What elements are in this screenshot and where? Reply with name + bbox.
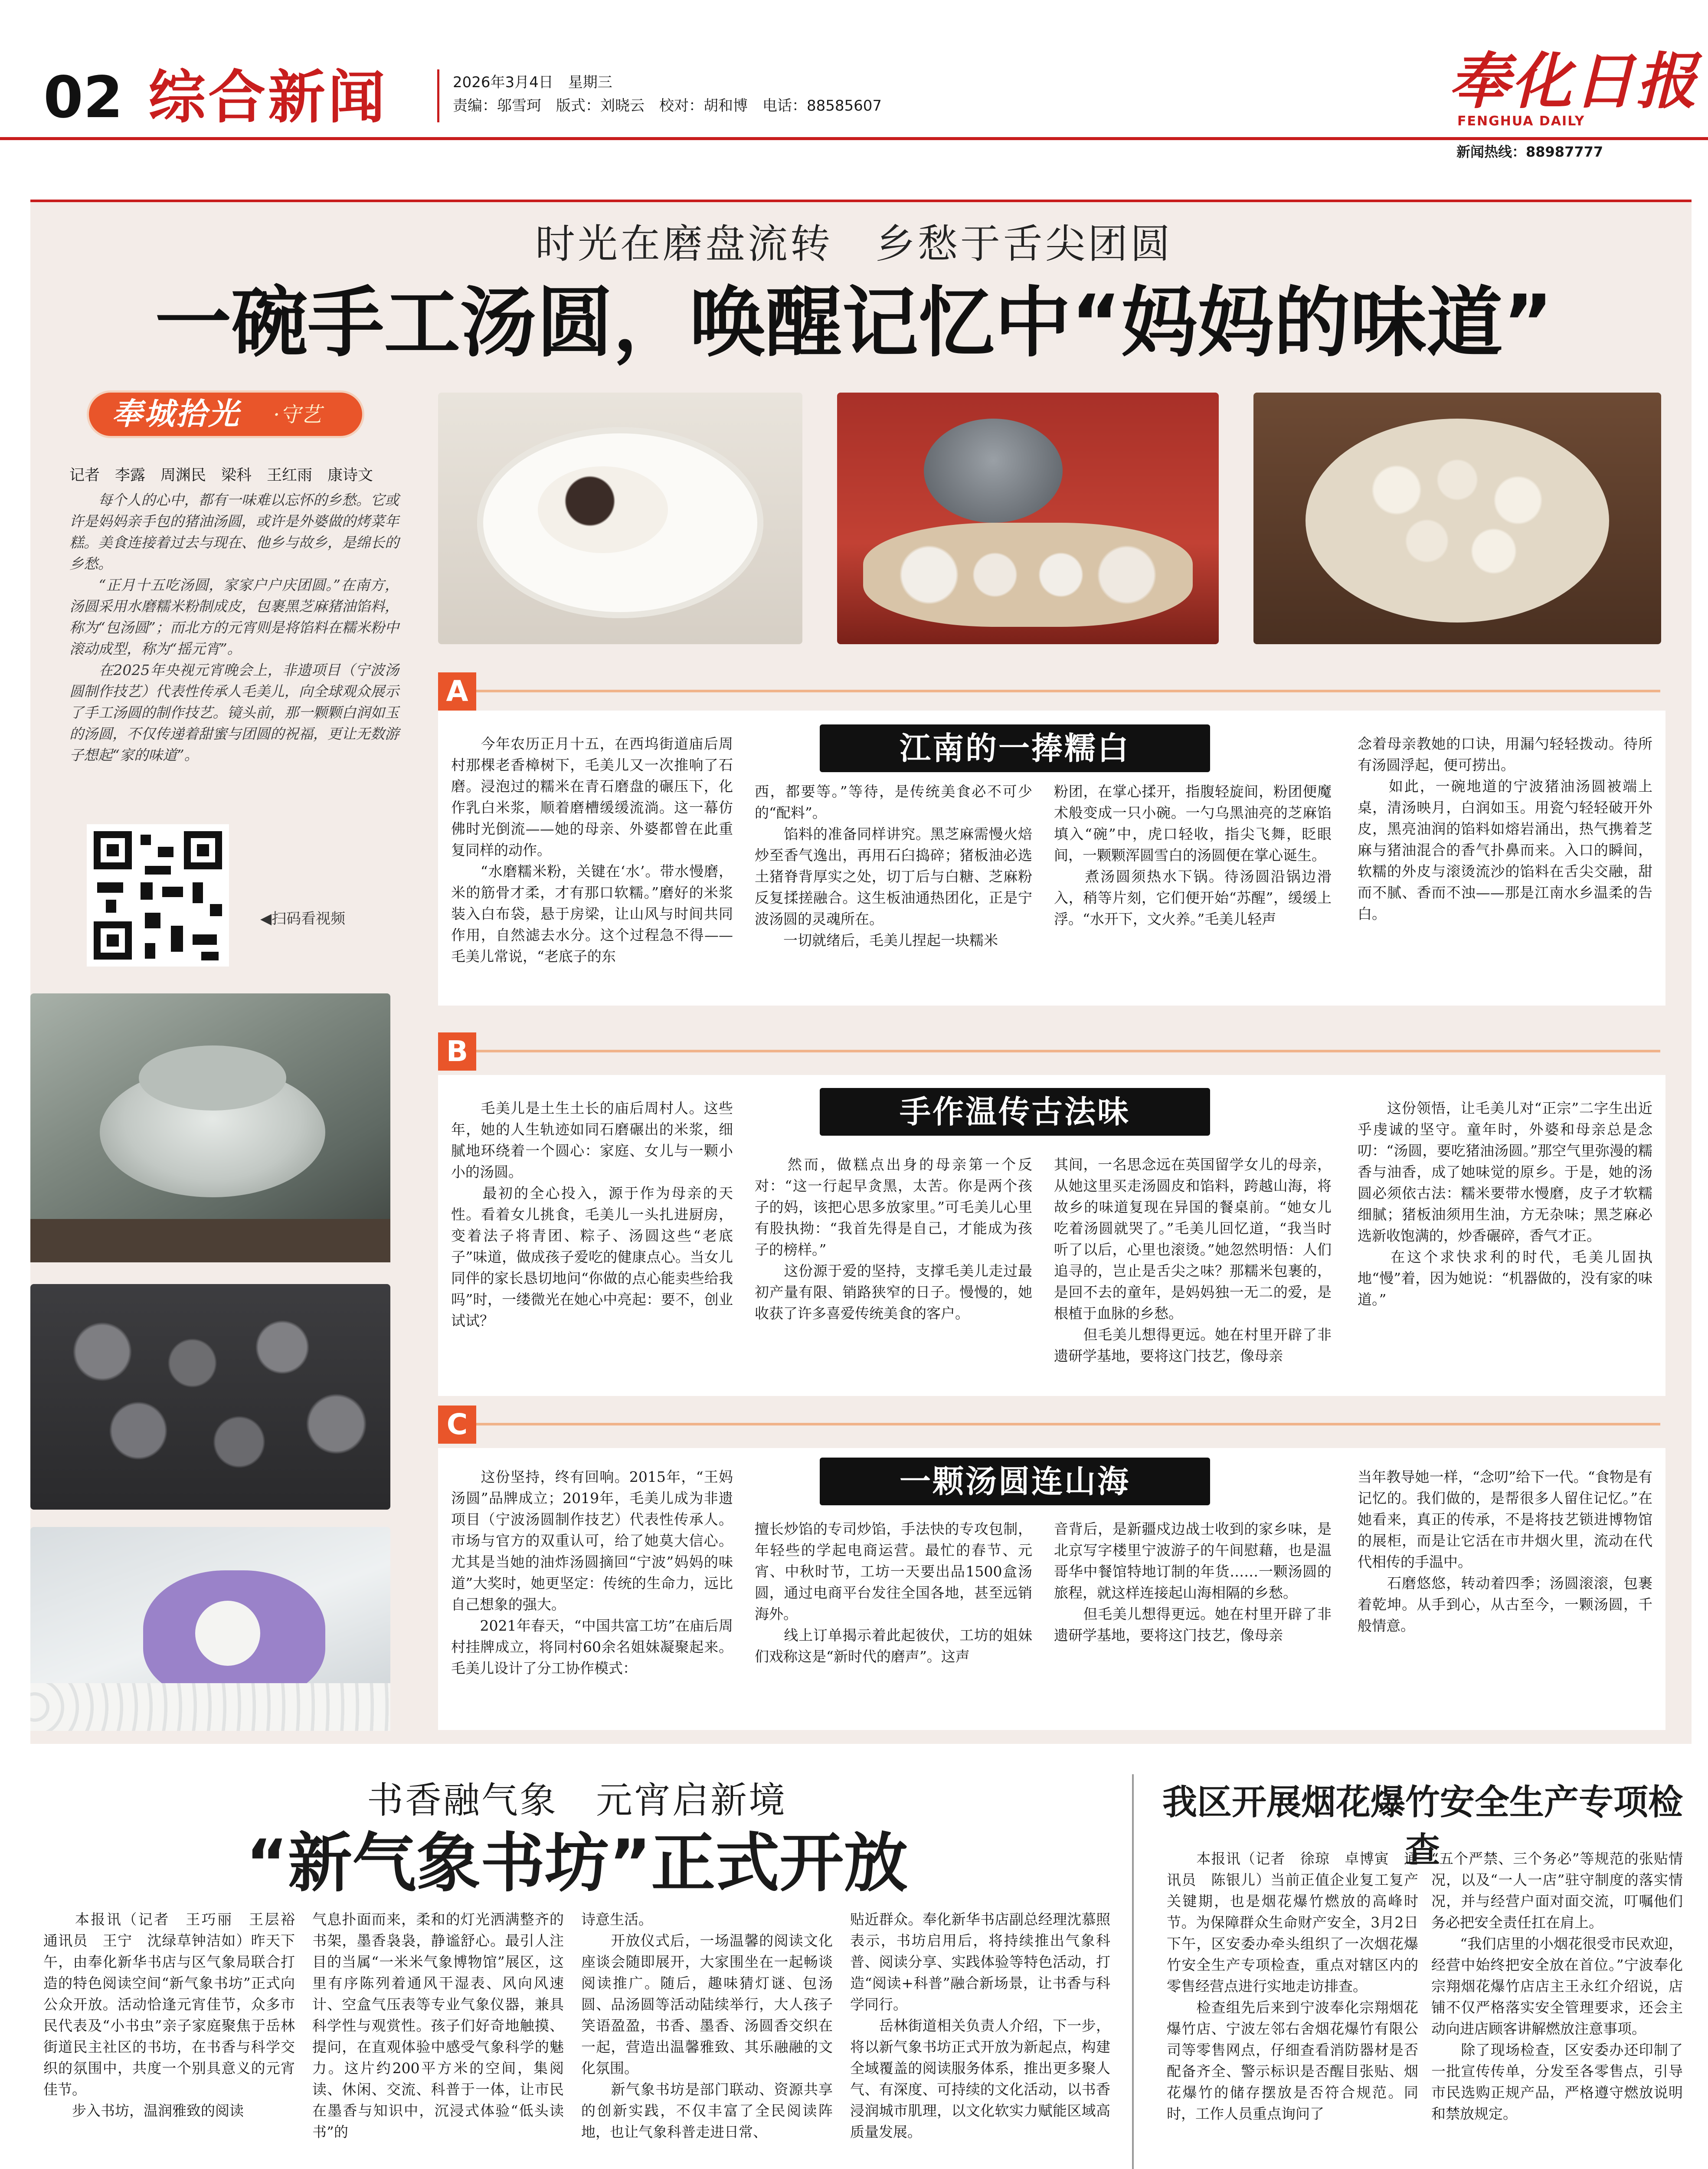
bookshop-col-4: 贴近群众。奉化新华书店副总经理沈慕照表示，书坊启用后，将持续推出气象科普、阅读分享、实践体验等特色活动，打造“阅读+科普”融合新场景，让书香与科学同行。 岳林街道相关负责人介绍，下一步，将以新气象书坊正式开放为新起点，构建全域覆盖的阅读服务体系，推出更多聚人气、有深度、可持续的文化活动，以书香浸润城市肌理，以文化软实力赋能区域高质量发展。 xyxy=(850,1911,1110,2140)
page-number: 02 xyxy=(43,64,123,131)
masthead-divider xyxy=(437,69,439,122)
section-b-col-4: 这份领悟，让毛美儿对“正宗”二字生出近乎虔诚的坚守。童年时，外婆和母亲总是念叨：“汤圆，要吃猪油汤圆。”那空气里弥漫的糯香与油香，成了她味觉的原乡。于是，她的汤圆必须依古法：糯米要带水慢磨，皮子才软糯细腻；猪板油须用生油，方无杂味；黑芝麻必选新收饱满的，炒香碾碎，香气才正。 在这个求快求利的时代，毛美儿固执地“慢”着，因为她说：“机器做的，没有家的味道。” xyxy=(1358,1100,1652,1308)
section-c-rule xyxy=(476,1423,1660,1425)
fireworks-col-1: 本报讯（记者 徐琼 卓博寅 通讯员 陈银儿）当前正值企业复工复产关键期，也是烟花爆竹燃放的高峰时节。为保障群众生命财产安全，3月2日下午，区安委办牵头组织了一次烟花爆竹安全生产专项检查，重点对辖区内的零售经营点进行实地走访排查。 检查组先后来到宁波奉化宗翔烟花爆竹店、宁波左邻右舍烟花爆竹有限公司等零售网点，仔细查看消防器材是否配备齐全、警示标识是否醒目张贴、烟花爆竹的储存摆放是否符合规范。同时，工作人员重点询问了 xyxy=(1167,1850,1418,2122)
video-qr-code[interactable] xyxy=(87,824,229,967)
column-tag-label: 奉城拾光 xyxy=(112,396,240,432)
stone-mill-and-tangyuan-photo xyxy=(837,393,1219,644)
section-a-col-4: 念着母亲教她的口诀，用漏勺轻轻拨动。待所有汤圆浮起，便可捞出。 如此，一碗地道的宁波猪油汤圆被端上桌，清汤映月，白润如玉。用瓷勺轻轻破开外皮，黑亮油润的馅料如熔岩涌出，热气携着芝麻与猪油混合的香气扑鼻而来。入口的瞬间，软糯的外皮与滚烫流沙的馅料在舌尖交融，甜而不腻、香而不浊——那是江南水乡温柔的告白。 xyxy=(1358,735,1652,922)
section-a-col-3: 粉团，在掌心揉开，指腹轻旋间，粉团便魔术般变成一只小碗。一勺乌黑油亮的芝麻馅填入“碗”中，虎口轻收，指尖飞舞，眨眼间，一颗颗浑圆雪白的汤圆便在掌心诞生。 煮汤圆须热水下锅。待汤圆沿锅边滑入，稍等片刻，它们便开始“苏醒”，缓缓上浮。“水开下，文火养。”毛美儿轻声 xyxy=(1054,783,1332,927)
stone-mill-photo xyxy=(30,993,390,1262)
section-b-marker: B xyxy=(438,1032,476,1071)
bookshop-kicker: 书香融气象 元宵启新境 xyxy=(366,1779,787,1822)
making-tangyuan-hands-photo xyxy=(30,1527,390,1731)
section-c-col-1: 这份坚持，终有回响。2015年，“王妈汤圆”品牌成立；2019年，毛美儿成为非遗项目（宁波汤圆制作技艺）代表性传承人。市场与官方的双重认可，给了她莫大信心。尤其是当她的油炸汤圆摘回“宁波”妈妈的味道”大奖时，她更坚定：传统的生命力，远比自己想象的强大。 2021年春天，“中国共富工坊”在庙后周村挂牌成立，将同村60余名姐妹凝聚起来。毛美儿设计了分工协作模式： xyxy=(451,1468,733,1677)
paper-english-name: FENGHUA DAILY xyxy=(1457,114,1585,129)
bookshop-headline: “新气象书坊”正式开放 xyxy=(245,1826,908,1900)
column-tag-subtitle: ·守艺 xyxy=(273,403,322,427)
section-b-col-2: 然而，做糕点出身的母亲第一个反对：“这一行起早贪黑，太苦。你是两个孩子的妈，该把心思多放家里。”可毛美儿心里有股执拗：“我首先得是自己，才能成为孩子的榜样。” 这份源于爱的坚持，支撑毛美儿走过最初产量有限、销路狭窄的日子。慢慢的，她收获了许多喜爱传统美食的客户。 xyxy=(755,1156,1032,1322)
section-c-col-4: 当年教导她一样，“念叨”给下一代。“食物是有记忆的。我们做的，是帮很多人留住记忆。”在她看来，真正的传承，不是将技艺锁进博物馆的展柜，而是让它活在市井烟火里，流动在代代相传的手温中。 石磨悠悠，转动着四季；汤圆滚滚，包裹着乾坤。从手到心，从古至今，一颗汤圆，千般情意。 xyxy=(1358,1468,1652,1634)
masthead-rule xyxy=(0,137,1708,140)
bookshop-col-2: 气息扑面而来，柔和的灯光洒满整齐的书架，墨香袅袅，静谧舒心。最引人注目的当属“一米米气象博物馆”展区，这里有序陈列着通风干湿表、风向风速计、空盒气压表等专业气象仪器，兼具科学性与观赏性。孩子们好奇地触摸、提问，在直观体验中感受气象科学的魅力。这片约200平方米的空间，集阅读、休闲、交流、科普于一体，让市民在墨香与知识中，沉浸式体验“低头读书”的 xyxy=(312,1911,564,2140)
section-name: 综合新闻 xyxy=(148,64,388,131)
tangyuan-dough-balls-photo xyxy=(30,1284,390,1510)
section-b-col-3: 其间，一名思念远在英国留学女儿的母亲，从她这里买走汤圆皮和馅料，跨越山海，将故乡的味道复现在异国的餐桌前。“她女儿吃着汤圆就哭了。”毛美儿回忆道，“我当时听了以后，心里也滚烫。”她忽然明悟：人们追寻的，岂止是舌尖之味？那糯米包裹的，是回不去的童年，是妈妈独一无二的爱，是根植于血脉的乡愁。 但毛美儿想得更远。她在村里开辟了非遗研学基地，要将这门技艺，像母亲 xyxy=(1054,1156,1332,1364)
bookshop-col-3: 诗意生活。 开放仪式后，一场温馨的阅读文化座谈会随即展开，大家围坐在一起畅谈阅读推广。随后，趣味猜灯谜、包汤圆、品汤圆等活动陆续举行，大人孩子笑语盈盈，书香、墨香、汤圆香交织在一起，营造出温馨雅致、其乐融融的文化氛围。 新气象书坊是部门联动、资源共享的创新实践，不仅丰富了全民阅读阵地，也让气象科普走进日常、 xyxy=(581,1911,833,2140)
news-hotline: 新闻热线：88987777 xyxy=(1456,144,1603,160)
tangyuan-bowl-photo xyxy=(438,393,802,644)
section-a-col-1: 今年农历正月十五，在西坞街道庙后周村那棵老香樟树下，毛美儿又一次推响了石磨。浸泡过的糯米在青石磨盘的碾压下，化作乳白米浆，顺着磨槽缓缓流淌。这一幕仿佛时光倒流——她的母亲、外婆都曾在此重复同样的动作。 “水磨糯米粉，关键在‘水’。带水慢磨，米的筋骨才柔，才有那口软糯。”磨好的米浆装入白布袋，悬于房梁，让山风与时间共同作用，自然滤去水分。这个过程急不得——毛美儿常说，“老底子的东 xyxy=(451,735,733,965)
section-c-col-3: 音背后，是新疆戍边战士收到的家乡味，是北京写字楼里宁波游子的午间慰藉，也是温哥华中餐馆特地订制的年货……一颗汤圆的旅程，就这样连接起山海相隔的乡愁。 但毛美儿想得更远。她在村里开辟了非遗研学基地，要将这门技艺，像母亲 xyxy=(1054,1520,1332,1644)
section-a-col-2: 西，都要等。”等待，是传统美食必不可少的“配料”。 馅料的准备同样讲究。黑芝麻需慢火焙炒至香气逸出，再用石臼捣碎；猪板油必选土猪脊背厚实之处，切丁后与白糖、芝麻粉反复揉搓融合。这生板油通热团化，正是宁波汤圆的灵魂所在。 一切就绪后，毛美儿捏起一块糯米 xyxy=(755,783,1032,949)
lead-intro: 每个人的心中，都有一味难以忘怀的乡愁。它或许是妈妈亲手包的猪油汤圆，或许是外婆做的烤菜年糕。美食连接着过去与现在、他乡与故乡，是绵长的乡愁。 “正月十五吃汤圆，家家户户庆团圆。”在南方，汤圆采用水磨糯米粉制成皮，包裹黑芝麻猪油馅料，称为“包汤圆”；而北方的元宵则是将馅料在糯米粉中滚动成型，称为“摇元宵”。 在2025年央视元宵晚会上，非遗项目（宁波汤圆制作技艺）代表性传承人毛美儿，向全球观众展示了手工汤圆的制作技艺。镜头前，那一颗颗白润如玉的汤圆，不仅传递着甜蜜与团圆的祝福，更让无数游子想起“家的味道”。 xyxy=(69,491,399,763)
bookshop-col-1: 本报讯（记者 王巧丽 王层裕 通讯员 王宁 沈绿草钟洁如）昨天下午，由奉化新华书店与区气象局联合打造的特色阅读空间“新气象书坊”正式向公众开放。活动恰逢元宵佳节，众多市民代表及“小书虫”亲子家庭聚焦于岳林街道民主社区的书坊，在书香与科学交织的氛围中，共度一个别具意义的元宵佳节。 步入书坊，温润雅致的阅读 xyxy=(43,1911,295,2119)
lead-kicker: 时光在磨盘流转 乡愁于舌尖团圆 xyxy=(535,221,1173,267)
lead-byline: 记者 李露 周渊民 梁科 王红雨 康诗文 xyxy=(69,467,373,484)
lead-headline: 一碗手工汤圆，唤醒记忆中“妈妈的味道” xyxy=(155,278,1553,367)
issue-date: 2026年3月4日 星期三 xyxy=(453,74,612,91)
vertical-divider xyxy=(1132,1774,1134,2169)
section-b-title: 手作温传古法味 xyxy=(820,1088,1210,1136)
section-c-col-2: 擅长炒馅的专司炒馅，手法快的专攻包制，年轻些的学起电商运营。最忙的春节、元宵、中秋时节，工坊一天要出品1500盒汤圆，通过电商平台发往全国各地，甚至远销海外。 线上订单揭示着此起彼伏，工坊的姐妹们戏称这是“新时代的磨声”。这声 xyxy=(755,1520,1032,1665)
editor-credits: 责编：邬雪珂 版式：刘晓云 校对：胡和博 电话：88585607 xyxy=(453,97,882,115)
tangyuan-plate-photo xyxy=(1253,393,1661,644)
section-b-col-1: 毛美儿是土生土长的庙后周村人。这些年，她的人生轨迹如同石磨碾出的米浆，细腻地环绕着一个圆心：家庭、女儿与一颗小小的汤圆。 最初的全心投入，源于作为母亲的天性。看着女儿挑食，毛美儿一头扎进厨房，变着法子将青团、粽子、汤圆这些“老底子”味道，做成孩子爱吃的健康点心。当女儿同伴的家长恳切地问“你做的点心能卖些给我吗”时，一缕微光在她心中亮起：要不，创业试试？ xyxy=(451,1100,733,1329)
section-c-title: 一颗汤圆连山海 xyxy=(820,1458,1210,1505)
paper-logo: 奉化日报 xyxy=(1449,46,1699,117)
fireworks-headline: 我区开展烟花爆竹安全生产专项检查 xyxy=(1162,1782,1683,1870)
qr-caption: ◀扫码看视频 xyxy=(260,910,346,927)
section-b-rule xyxy=(476,1050,1660,1052)
section-a-rule xyxy=(476,690,1660,692)
section-c-marker: C xyxy=(438,1406,476,1444)
fireworks-col-2: “五个严禁、三个务必”等规范的张贴情况，以及“一人一店”驻守制度的落实情况，并与经营户面对面交流，叮嘱他们务必把安全责任扛在肩上。 “我们店里的小烟花很受市民欢迎，经营中始终把安全放在首位。”宁波奉化宗翔烟花爆竹店店主王永红介绍说，店铺不仅严格落实安全管理要求，还会主动向进店顾客讲解燃放注意事项。 除了现场检查，区安委办还印制了一批宣传传单，分发至各零售点，引导市民选购正规产品，严格遵守燃放说明和禁放规定。 xyxy=(1431,1850,1683,2122)
section-a-marker: A xyxy=(438,672,476,711)
section-a-title: 江南的一捧糯白 xyxy=(820,724,1210,772)
